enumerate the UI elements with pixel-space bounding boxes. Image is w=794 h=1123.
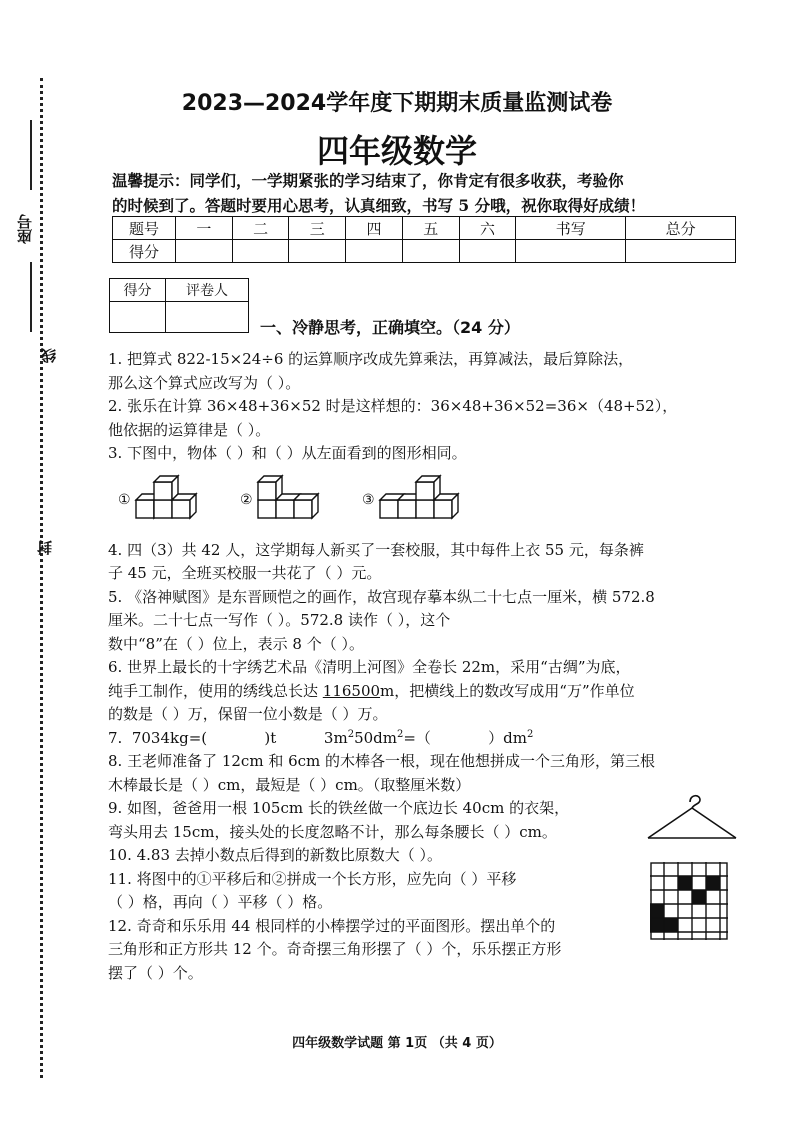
- score-cell[interactable]: [176, 240, 233, 263]
- translation-grid-icon: [650, 862, 730, 942]
- grader-score-cell[interactable]: [110, 302, 166, 333]
- row-header-score: 得分: [113, 240, 176, 263]
- col-1: 一: [176, 217, 233, 240]
- question-2-line-1: 2. 张乐在计算 36×48+36×52 时是这样想的：36×48+36×52=36×（48+52），: [108, 397, 678, 415]
- question-12-line-3: 摆了（ ）个。: [108, 963, 203, 982]
- col-5: 五: [402, 217, 459, 240]
- question-10: [108, 844, 744, 868]
- score-cell[interactable]: [289, 240, 346, 263]
- score-table-header-row: [113, 217, 736, 240]
- score-cell[interactable]: [626, 240, 736, 263]
- question-8-line-2: 木棒最长是（ ）cm，最短是（ ）cm。（取整厘米数）: [108, 775, 471, 794]
- score-cell[interactable]: [516, 240, 626, 263]
- question-12: [108, 915, 744, 986]
- question-3-figures: [118, 474, 458, 528]
- question-9-line-1: 9. 如图，爸爸用一根 105cm 长的铁丝做一个底边长 40cm 的衣架，: [108, 799, 570, 817]
- question-7: [108, 727, 744, 751]
- question-12-line-2: 三角形和正方形共 12 个。奇奇摆三角形摆了（ ）个，乐乐摆正方形: [108, 940, 562, 958]
- question-6-line-3: 的数是（ ）万，保留一位小数是（ ）万。: [108, 705, 388, 723]
- q7-part-a: 7. 7034kg=( )t 3m: [108, 728, 348, 747]
- seat-label: 座号: [16, 214, 34, 244]
- col-total: 总分: [626, 217, 736, 240]
- question-5: [108, 586, 744, 657]
- tips: [112, 168, 752, 218]
- q6-underlined-number: 116500: [322, 681, 381, 700]
- cube-stack-3-icon: [378, 474, 474, 528]
- page-footer: 四年级数学试题 第 1页 （共 4 页）: [292, 1036, 502, 1051]
- figure-2-label: ②: [240, 492, 253, 508]
- question-7-line-1: [108, 727, 744, 751]
- section-1-heading: 一、冷静思考，正确填空。（24 分）: [260, 318, 520, 337]
- question-3-line-1: 3. 下图中，物体（ ）和（ ）从左面看到的图形相同。: [108, 444, 467, 462]
- tips-line-1: 温馨提示：同学们，一学期紧张的学习结束了，你肯定有很多收获，考验你: [112, 171, 624, 190]
- question-2-line-2: 他依据的运算律是（ ）。: [108, 420, 271, 439]
- binding-dotted-line: [40, 78, 43, 1078]
- score-table: [112, 216, 736, 263]
- questions-list: [108, 348, 744, 985]
- grader-name-cell[interactable]: [165, 302, 248, 333]
- line-label: 线: [40, 348, 58, 363]
- question-1-line-1: 1. 把算式 822-15×24÷6 的运算顺序改成先算乘法，再算减法，最后算除法，: [108, 350, 634, 368]
- figure-3-label: ③: [362, 492, 375, 508]
- question-8-line-1: 8. 王老师准备了 12cm 和 6cm 的木棒各一根，现在他想拼成一个三角形，第三根: [108, 752, 656, 770]
- col-6: 六: [459, 217, 516, 240]
- question-10-line-1: 10. 4.83 去掉小数点后得到的新数比原数大（ ）。: [108, 846, 443, 864]
- grader-name-header: 评卷人: [165, 279, 248, 302]
- q6-text-a: 纯手工制作，使用的绣线总长达: [108, 681, 323, 700]
- figure-1-label: ①: [118, 492, 131, 508]
- question-12-line-1: 12. 奇奇和乐乐用 44 根同样的小棒摆学过的平面图形。摆出单个的: [108, 916, 556, 935]
- col-3: 三: [289, 217, 346, 240]
- question-11-line-2: （ ）格，再向（ ）平移（ ）格。: [108, 893, 333, 911]
- q7-sup-1: 2: [347, 728, 355, 740]
- question-5-line-3: 数中“8”在（ ）位上，表示 8 个（ ）。: [108, 634, 364, 653]
- cube-stack-1-icon: [134, 474, 224, 528]
- q7-sup-2: 2: [396, 728, 404, 740]
- question-4: [108, 539, 744, 586]
- score-cell[interactable]: [402, 240, 459, 263]
- question-6-line-2: [108, 680, 744, 704]
- q7-sup-3: 2: [526, 728, 534, 740]
- q6-text-b: m，把横线上的数改写成用“万”作单位: [380, 681, 635, 700]
- col-writing: 书写: [516, 217, 626, 240]
- cube-stack-2-icon: [256, 474, 346, 528]
- question-2: [108, 395, 744, 442]
- tips-line-2: 的时候到了。答题时要用心思考，认真细致，书写 5 分哦，祝你取得好成绩！: [112, 196, 646, 215]
- q7-part-b: 50dm: [354, 728, 397, 747]
- subject-title: 四年级数学: [316, 132, 477, 170]
- question-6: [108, 656, 744, 727]
- score-cell[interactable]: [459, 240, 516, 263]
- score-table-score-row: [113, 240, 736, 263]
- question-1-line-2: 那么这个算式应改写为（ ）。: [108, 373, 301, 392]
- col-4: 四: [346, 217, 403, 240]
- score-cell[interactable]: [232, 240, 289, 263]
- question-1: [108, 348, 744, 395]
- question-9-line-2: 弯头用去 15cm，接头处的长度忽略不计，那么每条腰长（ ）cm。: [108, 822, 557, 841]
- question-5-line-2: 厘米。二十七点一写作（ ）。572.8 读作（ ），这个: [108, 611, 451, 629]
- question-11-line-1: 11. 将图中的①平移后和②拼成一个长方形，应先向（ ）平移: [108, 869, 517, 888]
- question-11: [108, 868, 744, 915]
- score-cell[interactable]: [346, 240, 403, 263]
- question-5-line-1: 5. 《洛神赋图》是东晋顾恺之的画作，故宫现存摹本纵二十七点一厘米，横 572.8: [108, 587, 655, 606]
- margin-underline: [30, 262, 32, 332]
- exam-title: 2023—2024学年度下期期末质量监测试卷: [181, 91, 613, 116]
- question-4-line-2: 子 45 元，全班买校服一共花了（ ）元。: [108, 564, 382, 582]
- grader-score-header: 得分: [110, 279, 166, 302]
- seal-label: 封: [36, 540, 54, 555]
- question-6-line-1: 6. 世界上最长的十字绣艺术品《清明上河图》全卷长 22m，采用“古绸”为底，: [108, 658, 631, 676]
- question-4-line-1: 4. 四（3）共 42 人，这学期每人新买了一套校服，其中每件上衣 55 元，每条裤: [108, 540, 644, 559]
- col-2: 二: [232, 217, 289, 240]
- row-header-question: 题号: [113, 217, 176, 240]
- grader-table: [109, 278, 249, 333]
- hanger-icon: [644, 790, 740, 846]
- q7-part-c: =（ ）dm: [403, 728, 527, 747]
